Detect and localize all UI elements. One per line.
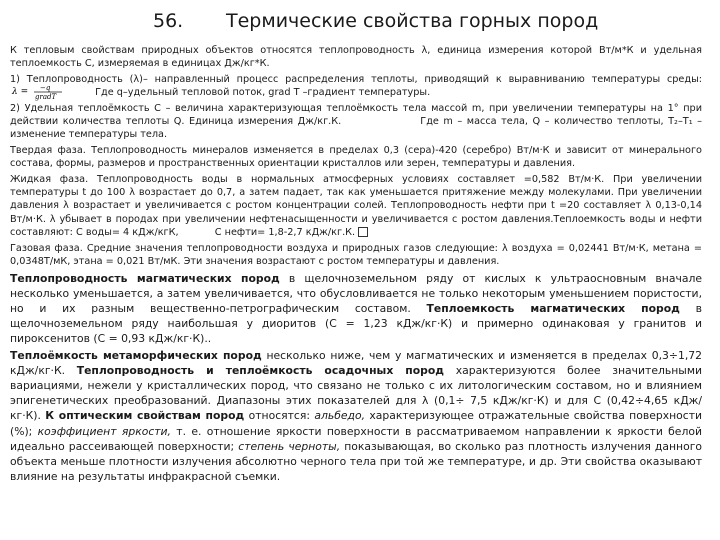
slide-body: [10, 44, 702, 485]
albedo-term: альбедо,: [314, 409, 366, 423]
magmatic-capacity-text: в щелочноземельном ряду наибольшая у диоритов (С = 1,23 кДж/кг·К) и примерно одинаковая у гранитов и пироксенитов (С = 0,93 кДж/кг·К)..: [10, 301, 703, 346]
metamorphic-capacity-text: несколько ниже, чем у магматических и изменяется в пределах 0,3÷1,72 кДж/кг·К.: [10, 348, 703, 377]
heat-capacity-paragraph: [10, 102, 702, 142]
temperature-change: T₂–T₁ – изменение температуры тела.: [10, 116, 702, 141]
slide-number: 56.: [153, 10, 184, 32]
sedimentary-heading: Теплопроводность и теплоёмкость осадочных пород: [76, 363, 445, 377]
svg-text:λ =: λ =: [12, 87, 29, 98]
checkbox-glyph-icon: [358, 227, 368, 237]
metamorphic-capacity-heading: Теплоёмкость метаморфических пород: [10, 348, 262, 362]
title-row: [0, 10, 720, 34]
slide-title: Термические свойства горных пород: [226, 10, 599, 32]
svg-text:−q: −q: [40, 84, 51, 93]
liquid-phase-paragraph: [10, 173, 702, 240]
conductivity-formula: [10, 84, 92, 102]
solid-phase-paragraph: Твердая фаза. Теплопроводность минералов изменяется в пределах 0,3 (сера)-420 (серебро) Вт/м·К и зависит от минерального состава, формы, размеров и пространственных ориентации кристаллов или зерен, температуры и давления.: [10, 144, 702, 170]
albedo-text: характеризующее отражательные свойства поверхности (%);: [10, 409, 702, 438]
sedimentary-text: характеризуются более значительными вариациями, нежели у кристаллических пород, что связано не только с их литологическим составом, но и влиянием эпигенетических преобразований. Диапазоны этих показателей для λ (0,1÷ 7,5 кДж/кг·К) и для С (0,42÷4,65 кДж/кг·К).: [10, 363, 702, 423]
thermal-conductivity-note: Где q–удельный тепловой поток, grad T –градиент температуры.: [95, 87, 431, 99]
gas-phase-paragraph: Газовая фаза. Средние значения теплопроводности воздуха и природных газов следующие: λ воздуха = 0,02441 Вт/м·К, метана = 0,0348Т/мК, этана = 0,021 Вт/мК. Эти значения возрастают с ростом температуры и давления.: [10, 242, 702, 268]
optical-properties-heading: К оптическим свойствам пород: [45, 409, 245, 423]
liquid-phase-text: Жидкая фаза. Теплопроводность воды в нормальных атмосферных условиях составляет =0,582 Вт/м·К. При увеличении температуры t до 100 λ возрастает до 0,7, а затем падает, так как уменьшается притяжение между молекулами. При увеличении давления λ возрастает и увеличивается с ростом концентрации солей. Теплопроводность нефти при t =20 составляет λ 0,13-0,14 Вт/м·К. λ убывает в породах при увеличении нефтенасыщенности и увеличивается с ростом давления.Теплоемкость воды и нефти составляют: С воды= 4 кДж/кгК,: [10, 173, 702, 239]
metamorphic-paragraph: [10, 348, 702, 485]
blackness-text: показывающая, во сколько раз плотность излучения данного объекта меньше плотности излучения абсолютно черного тела при той же температуре, и др. Эти свойства оказывают влияние на результаты инфракрасной съемки.: [10, 439, 702, 484]
blackness-term: степень черноты,: [238, 439, 341, 453]
brightness-term: коэффициент яркости,: [37, 424, 171, 438]
heat-capacity-definition: 2) Удельная теплоёмкость С – величина характеризующая теплоёмкость тела массой m, при увеличении температуры на 1° при действии количества теплоты Q. Единица измерения Дж/кг.К.: [10, 102, 702, 128]
thermal-conductivity-paragraph: [10, 73, 702, 100]
heat-capacity-note: Где m – масса тела, Q – количество теплоты,: [420, 116, 664, 128]
brightness-text: т. е. отношение яркости поверхности в рассматриваемом направлении к яркости белой идеально рассеивающей поверхности;: [10, 424, 702, 453]
magmatic-conductivity-heading: Теплопроводность магматических пород: [10, 271, 280, 285]
magmatic-paragraph: [10, 271, 702, 347]
oil-heat-capacity: С нефти= 1,8-2,7 кДж/кг.К.: [214, 227, 356, 239]
thermal-conductivity-definition: 1) Теплопроводность (λ)– направленный процесс распределения теплоты, приводящий к выравниванию температуры среды:: [10, 73, 702, 85]
svg-text:gradT: gradT: [35, 93, 57, 102]
magmatic-capacity-heading: Теплоемкость магматических пород: [426, 301, 680, 315]
magmatic-conductivity-text: в щелочноземельном ряду от кислых к ультраосновным вначале несколько уменьшается, а затем увеличивается, что обусловливается не только некоторым уменьшением пористости, но и их разным вещественно-петрографическим составом.: [10, 271, 702, 315]
optical-intro-text: относятся:: [244, 409, 315, 423]
intro-paragraph: К тепловым свойствам природных объектов относятся теплопроводность λ, единица измерения которой Вт/м*К и удельная теплоемкость С, измеряемая в единицах Дж/кг*К.: [10, 45, 702, 70]
